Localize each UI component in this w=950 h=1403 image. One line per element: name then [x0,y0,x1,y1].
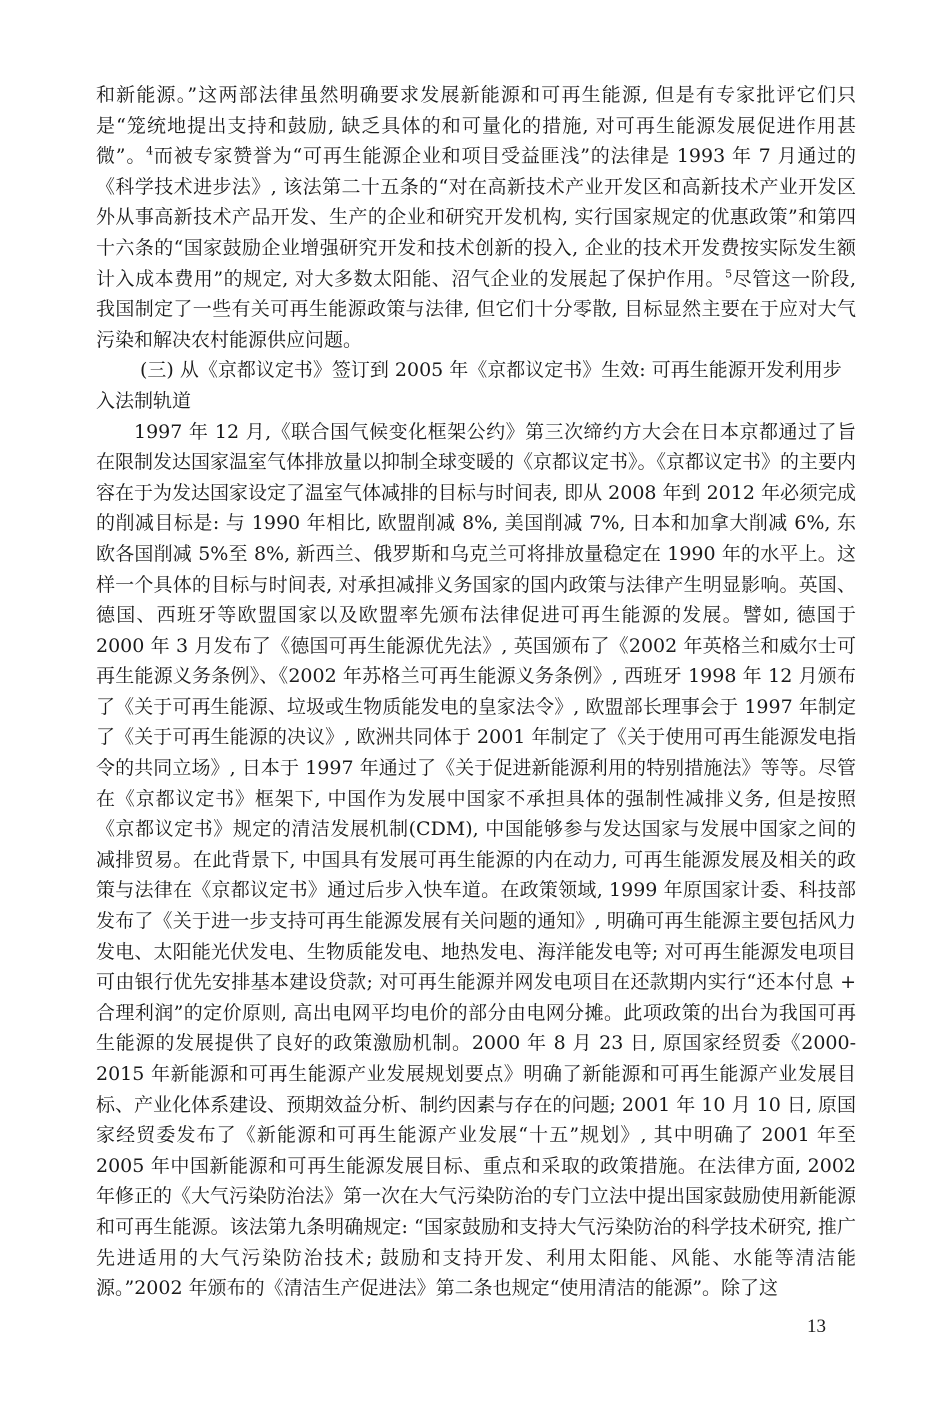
paragraph-intro [96,80,856,355]
page-body [96,80,856,1304]
paragraph-intro-part-1: 和新能源。”这两部法律虽然明确要求发展新能源和可再生能源, 但是有专家批评它们只是“笼统地提出支持和鼓励, 缺乏具体的和可量化的措施, 对可再生能源发展促进作用甚微”。 [96,84,856,168]
footnote-ref-4[interactable]: 4 [146,144,154,158]
body-paragraph: 1997 年 12 月,《联合国气候变化框架公约》第三次缔约方大会在日本京都通过了旨在限制发达国家温室气体排放量以抑制全球变暖的《京都议定书》。《京都议定书》的主要内容在于为发达国家设定了温室气体减排的目标与时间表, 即从 2008 年到 2012 年必须完成的削减目标是: 与 1990 年相比, 欧盟削减 8%, 美国削减 7%, 日本和加拿大削减 6%, 东欧各国削减 5%至 8%, 新西兰、俄罗斯和乌克兰可将排放量稳定在 1990 年的水平上。这样一个具体的目标与时间表, 对承担减排义务国家的国内政策与法律产生明显影响。英国、德国、西班牙等欧盟国家以及欧盟率先颁布法律促进可再生能源的发展。譬如, 德国于 2000 年 3 月发布了《德国可再生能源优先法》, 英国颁布了《2002 年英格兰和威尔士可再生能源义务条例》、《2002 年苏格兰可再生能源义务条例》, 西班牙 1998 年 12 月颁布了《关于可再生能源、垃圾或生物质能发电的皇家法令》, 欧盟部长理事会于 1997 年制定了《关于可再生能源的决议》, 欧洲共同体于 2001 年制定了《关于使用可再生能源发电指令的共同立场》, 日本于 1997 年通过了《关于促进新能源利用的特别措施法》等等。尽管在《京都议定书》框架下, 中国作为发展中国家不承担具体的强制性减排义务, 但是按照《京都议定书》规定的清洁发展机制(CDM), 中国能够参与发达国家与发展中国家之间的减排贸易。在此背景下, 中国具有发展可再生能源的内在动力, 可再生能源发展及相关的政策与法律在《京都议定书》通过后步入快车道。在政策领域, 1999 年原国家计委、科技部发布了《关于进一步支持可再生能源发展有关问题的通知》, 明确可再生能源主要包括风力发电、太阳能光伏发电、生物质能发电、地热发电、海洋能发电等; 对可再生能源发电项目可由银行优先安排基本建设贷款; 对可再生能源并网发电项目在还款期内实行“还本付息 + 合理利润”的定价原则, 高出电网平均电价的部分由电网分摊。此项政策的出台为我国可再生能源的发展提供了良好的政策激励机制。2000 年 8 月 23 日, 原国家经贸委《2000- 2015 年新能源和可再生能源产业发展规划要点》明确了新能源和可再生能源产业发展目标、产业化体系建设、预期效益分析、制约因素与存在的问题; 2001 年 10 月 10 日, 原国家经贸委发布了《新能源和可再生能源产业发展“十五”规划》, 其中明确了 2001 年至 2005 年中国新能源和可再生能源发展目标、重点和采取的政策措施。在法律方面, 2002 年修正的《大气污染防治法》第一次在大气污染防治的专门立法中提出国家鼓励使用新能源和可再生能源。该法第九条明确规定: “国家鼓励和支持大气污染防治的科学技术研究, 推广先进适用的大气污染防治技术; 鼓励和支持开发、利用太阳能、风能、水能等清洁能源。”2002 年颁布的《清洁生产促进法》第二条也规定“使用清洁的能源”。除了这 [96,420,857,1300]
footnote-ref-5[interactable]: 5 [725,267,733,281]
page-number: 13 [807,1316,826,1337]
paragraph-intro-part-2: 而被专家赞誉为“可再生能源企业和项目受益匪浅”的法律是 1993 年 7 月通过的《科学技术进步法》, 该法第二十五条的“对在高新技术产业开发区和高新技术产业开发区外从事高新技术产品开发、生产的企业和研究开发机构, 实行国家规定的优惠政策”和第四十六条的“国家鼓励企业增强研究开发和技术创新的投入, 企业的技术开发费按实际发生额计入成本费用”的规定, 对大多数太阳能、沼气企业的发展起了保护作用。 [96,145,856,290]
section-heading: (三) 从《京都议定书》签订到 2005 年《京都议定书》生效: 可再生能源开发利用步入法制轨道 [96,359,842,412]
paragraph-intro-part-3: 尽管这一阶段, 我国制定了一些有关可再生能源政策与法律, 但它们十分零散, 目标显然主要在于应对大气污染和解决农村能源供应问题。 [96,267,856,351]
